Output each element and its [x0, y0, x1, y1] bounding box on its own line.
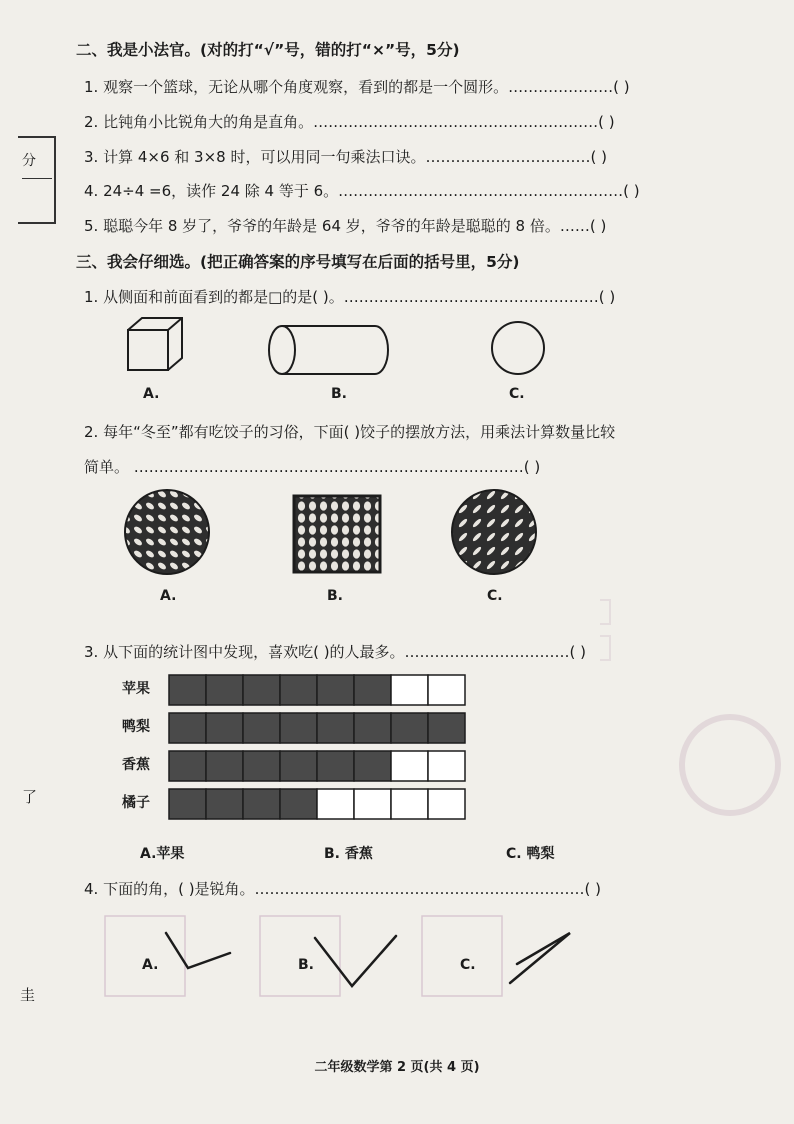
bar-cell-0-3	[280, 675, 317, 705]
q2-figures	[120, 488, 550, 588]
bar-cell-1-4	[317, 713, 354, 743]
score-char: 分	[22, 153, 36, 169]
page-footer: 二年级数学第 2 页(共 4 页)	[314, 1060, 480, 1075]
q1-figures	[110, 310, 570, 390]
section2-title: 二、我是小法官。(对的打“√”号，错的打“×”号，5分)	[76, 41, 460, 59]
bar-cell-3-3	[280, 789, 317, 819]
bar-cell-0-6	[391, 675, 428, 705]
q3-option-a: A.苹果	[140, 846, 185, 862]
bar-cell-0-5	[354, 675, 391, 705]
q4-text: 4. 下面的角，( )是锐角。…………………………………………………………( )	[84, 880, 602, 898]
s2-item-3: 3. 计算 4×6 和 3×8 时，可以用同一句乘法口诀。……………………………( )	[84, 148, 607, 166]
q3-text: 3. 从下面的统计图中发现，喜欢吃( )的人最多。……………………………( )	[84, 643, 587, 661]
margin-char-jin: 圭	[20, 986, 36, 1004]
bar-cell-0-0	[169, 675, 206, 705]
bar-cell-1-0	[169, 713, 206, 743]
bar-cell-0-4	[317, 675, 354, 705]
bar-cell-1-6	[391, 713, 428, 743]
cube-figure	[128, 318, 182, 370]
bar-label-apple: 苹果	[122, 681, 150, 697]
q3-option-b: B. 香蕉	[324, 846, 373, 862]
bar-cell-2-2	[243, 751, 280, 781]
q2-option-b: B.	[327, 588, 343, 604]
bar-cell-2-1	[206, 751, 243, 781]
q4-option-c: C.	[460, 957, 476, 973]
dumpling-plate-a	[125, 490, 209, 574]
q1-option-c: C.	[509, 386, 525, 402]
q4-figures	[100, 908, 600, 1008]
bar-label-pear: 鸭梨	[122, 719, 150, 735]
sphere-figure	[492, 322, 544, 374]
cylinder-figure	[269, 326, 388, 374]
bar-cell-2-7	[428, 751, 465, 781]
bar-cell-1-5	[354, 713, 391, 743]
q1-option-b: B.	[331, 386, 347, 402]
bar-cell-2-6	[391, 751, 428, 781]
bar-cell-3-0	[169, 789, 206, 819]
q3-option-c: C. 鸭梨	[506, 846, 555, 862]
bar-cell-3-5	[354, 789, 391, 819]
angle-b	[315, 936, 396, 986]
bar-cell-3-1	[206, 789, 243, 819]
bar-cell-0-7	[428, 675, 465, 705]
bar-cell-0-2	[243, 675, 280, 705]
bar-cell-1-7	[428, 713, 465, 743]
bar-cell-1-3	[280, 713, 317, 743]
angle-c	[510, 933, 570, 983]
angle-a	[166, 933, 230, 968]
bar-cell-0-1	[206, 675, 243, 705]
bar-grid	[168, 674, 468, 824]
s2-item-5: 5. 聪聪今年 8 岁了，爷爷的年龄是 64 岁，爷爷的年龄是聪聪的 8 倍。……( )	[84, 217, 607, 235]
q2-line1: 2. 每年“冬至”都有吃饺子的习俗，下面( )饺子的摆放方法，用乘法计算数量比较	[84, 423, 616, 441]
q1-option-a: A.	[143, 386, 160, 402]
bar-cell-3-2	[243, 789, 280, 819]
bar-cell-1-1	[206, 713, 243, 743]
bar-cell-3-4	[317, 789, 354, 819]
bar-cell-3-7	[428, 789, 465, 819]
s2-item-2: 2. 比钝角小比锐角大的角是直角。…………………………………………………( )	[84, 113, 615, 131]
bar-cell-2-3	[280, 751, 317, 781]
dumpling-tray-b	[294, 496, 380, 572]
q4-option-a: A.	[142, 957, 159, 973]
q2-option-a: A.	[160, 588, 177, 604]
q4-option-b: B.	[298, 957, 314, 973]
q1-text: 1. 从侧面和前面看到的都是□的是( )。……………………………………………( )	[84, 288, 616, 306]
bar-label-banana: 香蕉	[122, 757, 150, 773]
bar-chart	[122, 674, 482, 824]
section3-title: 三、我会仔细选。(把正确答案的序号填写在后面的括号里，5分)	[76, 253, 520, 271]
score-box-divider	[22, 178, 52, 179]
dumpling-plate-c	[452, 490, 536, 574]
q2-line2: 简单。 ……………………………………………………………………( )	[84, 458, 541, 476]
bar-cell-1-2	[243, 713, 280, 743]
q2-option-c: C.	[487, 588, 503, 604]
s2-item-1: 1. 观察一个篮球，无论从哪个角度观察，看到的都是一个圆形。…………………( )	[84, 78, 630, 96]
margin-char-le: 了	[22, 788, 38, 806]
grid-bg	[105, 916, 502, 996]
bar-cell-2-4	[317, 751, 354, 781]
s2-item-4: 4. 24÷4 =6，读作 24 除 4 等于 6。…………………………………………………( )	[84, 182, 640, 200]
bar-cell-2-5	[354, 751, 391, 781]
bar-cell-2-0	[169, 751, 206, 781]
bar-label-orange: 橘子	[122, 795, 150, 811]
bar-cell-3-6	[391, 789, 428, 819]
